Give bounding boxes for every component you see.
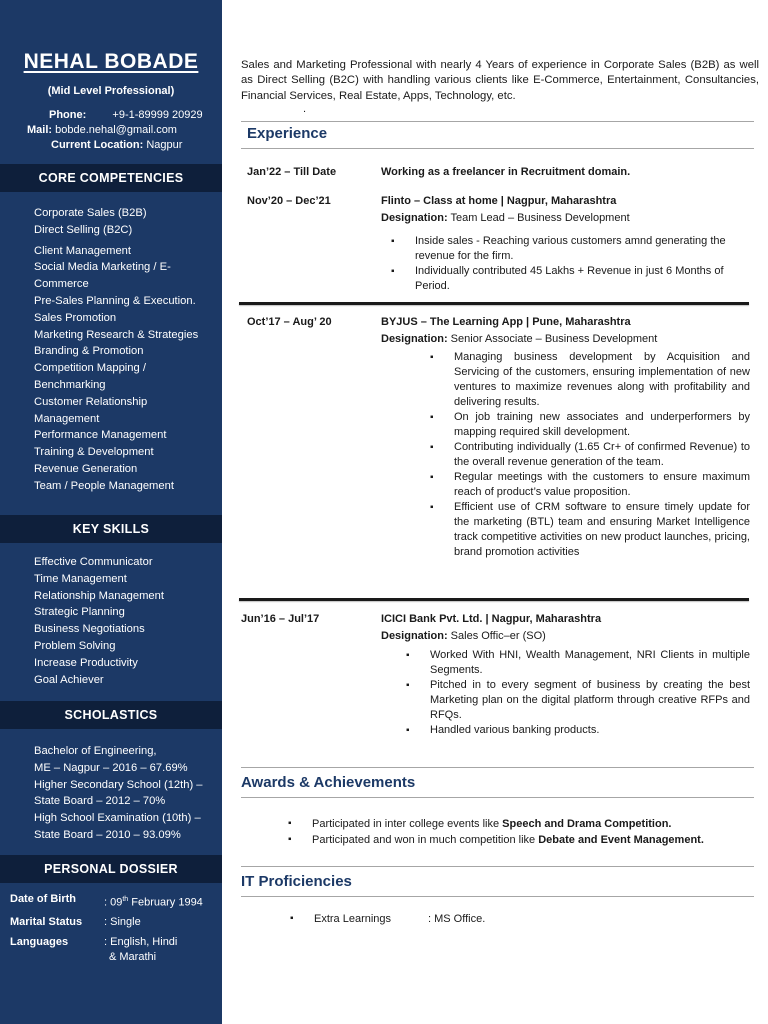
languages-value-2: & Marathi xyxy=(109,951,157,963)
phone-line xyxy=(49,109,203,121)
skill-item: Problem Solving xyxy=(34,639,116,652)
scholastic-item: High School Examination (10th) – xyxy=(34,812,201,825)
awards-heading: Awards & Achievements xyxy=(241,774,416,791)
core-item: Client Management xyxy=(34,244,132,257)
core-item: Social Media Marketing / E- xyxy=(34,261,171,274)
profile-summary: Sales and Marketing Professional with nearly 4 Years of experience in Corporate Sales (B2B) as well as Direct Selling (B2C) with handling various clients like E-Commerce, Entertainment, Consultancies, Financial Services, Real Estate, Apps, Technology, etc. xyxy=(241,59,759,102)
core-item: Team / People Management xyxy=(34,479,174,492)
key-skills-heading: KEY SKILLS xyxy=(0,515,222,543)
summary-dot: . xyxy=(303,103,307,115)
skill-item: Strategic Planning xyxy=(34,606,125,619)
dob-label: Date of Birth xyxy=(10,893,76,905)
divider xyxy=(241,797,754,798)
list-item: ▪ Individually contributed 45 Lakhs + Revenue in just 6 Months of Period. xyxy=(391,264,751,294)
scholastic-item: State Board – 2010 – 93.09% xyxy=(34,828,181,841)
phone-label: Phone: xyxy=(49,109,87,121)
list-item: ▪ Efficient use of CRM software to ensure timely update for the marketing (BTL) team and ensuring Market Intelligence track competitive activities on new product launches, pricing, brand promotion activities xyxy=(430,500,750,560)
core-item: Management xyxy=(34,412,100,425)
mail-label: Mail: xyxy=(27,124,53,136)
scholastic-item: Bachelor of Engineering, xyxy=(34,745,157,757)
core-item: Branding & Promotion xyxy=(34,345,144,358)
scholastic-item: Higher Secondary School (12th) – xyxy=(34,778,203,791)
core-item: Performance Management xyxy=(34,429,167,442)
it-value: : MS Office. xyxy=(428,913,486,925)
skill-item: Business Negotiations xyxy=(34,623,145,636)
byjus-bullets xyxy=(430,350,750,560)
list-item: ▪ On job training new associates and underperformers by mapping required skill development. xyxy=(430,410,750,440)
core-item: Pre-Sales Planning & Execution. xyxy=(34,294,196,307)
byjus-date: Oct’17 – Aug’ 20 xyxy=(247,316,332,328)
list-item: ▪ Pitched in to every segment of business by creating the best Marketing plan on the digital platform through creative RFPs and RFQs. xyxy=(406,678,750,723)
skill-item: Increase Productivity xyxy=(34,656,138,669)
mail-line xyxy=(27,124,177,136)
mail-value: bobde.nehal@gmail.com xyxy=(55,124,177,136)
flinto-bullets xyxy=(391,234,751,294)
list-item: ▪ Regular meetings with the customers to ensure maximum reach of product’s value proposition. xyxy=(430,470,750,500)
personal-dossier-heading: PERSONAL DOSSIER xyxy=(0,855,222,883)
core-item: Benchmarking xyxy=(34,378,106,391)
core-item: Sales Promotion xyxy=(34,311,117,324)
location-label: Current Location: xyxy=(51,139,144,151)
list-item: ▪ Participated and won in much competition like Debate and Event Management. xyxy=(288,832,748,848)
key-skills-list xyxy=(34,554,214,688)
core-competencies-heading: CORE COMPETENCIES xyxy=(0,164,222,192)
it-label: Extra Learnings xyxy=(314,913,392,925)
core-item: Direct Selling (B2C) xyxy=(34,223,133,236)
list-item: ▪ Managing business development by Acquisition and Servicing of the customers, ensuring implementation of new ventures to maximize revenues along with profitability and delivering results. xyxy=(430,350,750,410)
scholastics-heading: SCHOLASTICS xyxy=(0,701,222,729)
skill-item: Effective Communicator xyxy=(34,556,153,568)
flinto-company: Flinto – Class at home | Nagpur, Maharashtra xyxy=(381,195,617,207)
freelance-text: Working as a freelancer in Recruitment domain. xyxy=(381,166,631,178)
scholastics-list xyxy=(34,743,214,844)
icici-company: ICICI Bank Pvt. Ltd. | Nagpur, Maharashtra xyxy=(381,613,602,625)
scholastic-item: State Board – 2012 – 70% xyxy=(34,795,166,808)
candidate-level: (Mid Level Professional) xyxy=(47,85,175,97)
divider xyxy=(241,148,754,149)
candidate-name: NEHAL BOBADE xyxy=(23,50,199,73)
list-item: ▪ Inside sales - Reaching various customers amnd generating the revenue for the firm. xyxy=(391,234,751,264)
byjus-company: BYJUS – The Learning App | Pune, Maharashtra xyxy=(381,316,631,328)
divider xyxy=(241,121,754,122)
phone-value: +9-1-89999 20929 xyxy=(112,109,203,121)
skill-item: Goal Achiever xyxy=(34,673,104,686)
awards-list xyxy=(288,816,748,848)
icici-designation: Designation: Sales Offic–er (SO) xyxy=(381,630,546,642)
it-list xyxy=(290,911,690,927)
sidebar xyxy=(0,0,222,1024)
list-item: ▪ Participated in inter college events like Speech and Drama Competition. xyxy=(288,816,748,832)
languages-value: : English, Hindi xyxy=(104,936,178,948)
skill-item: Relationship Management xyxy=(34,589,164,602)
divider xyxy=(241,866,754,867)
list-item xyxy=(290,911,690,927)
experience-heading: Experience xyxy=(247,125,328,142)
list-item: ▪ Worked With HNI, Wealth Management, NRI Clients in multiple Segments. xyxy=(406,648,750,678)
it-heading: IT Proficiencies xyxy=(241,873,352,890)
skill-item: Time Management xyxy=(34,572,127,585)
dob-value: : 09th February 1994 xyxy=(104,896,203,909)
list-item: ▪ Contributing individually (1.65 Cr+ of confirmed Revenue) to the overall revenue generation of the team. xyxy=(430,440,750,470)
marital-label: Marital Status xyxy=(10,916,83,928)
core-item: Customer Relationship xyxy=(34,395,148,408)
divider xyxy=(241,896,754,897)
core-item: Competition Mapping / xyxy=(34,362,146,375)
location-line xyxy=(51,139,182,151)
marital-value: : Single xyxy=(104,916,141,928)
languages-label: Languages xyxy=(10,936,69,948)
flinto-designation: Designation: Team Lead – Business Development xyxy=(381,212,630,224)
core-item: Revenue Generation xyxy=(34,462,138,475)
core-item: Marketing Research & Strategies xyxy=(34,328,199,341)
freelance-date: Jan’22 – Till Date xyxy=(247,166,337,178)
divider-thick xyxy=(239,302,749,305)
byjus-designation: Designation: Senior Associate – Business Development xyxy=(381,333,658,345)
list-item: ▪ Handled various banking products. xyxy=(406,723,750,738)
divider xyxy=(241,767,754,768)
core-item: Commerce xyxy=(34,278,89,291)
icici-date: Jun’16 – Jul’17 xyxy=(241,613,320,625)
location-value: Nagpur xyxy=(146,139,183,151)
core-competencies-list xyxy=(34,205,214,495)
icici-bullets xyxy=(406,648,750,738)
flinto-date: Nov’20 – Dec’21 xyxy=(247,195,331,207)
core-item: Corporate Sales (B2B) xyxy=(34,207,147,219)
scholastic-item: ME – Nagpur – 2016 – 67.69% xyxy=(34,761,188,774)
divider-thick xyxy=(239,598,749,601)
core-item: Training & Development xyxy=(34,446,154,459)
